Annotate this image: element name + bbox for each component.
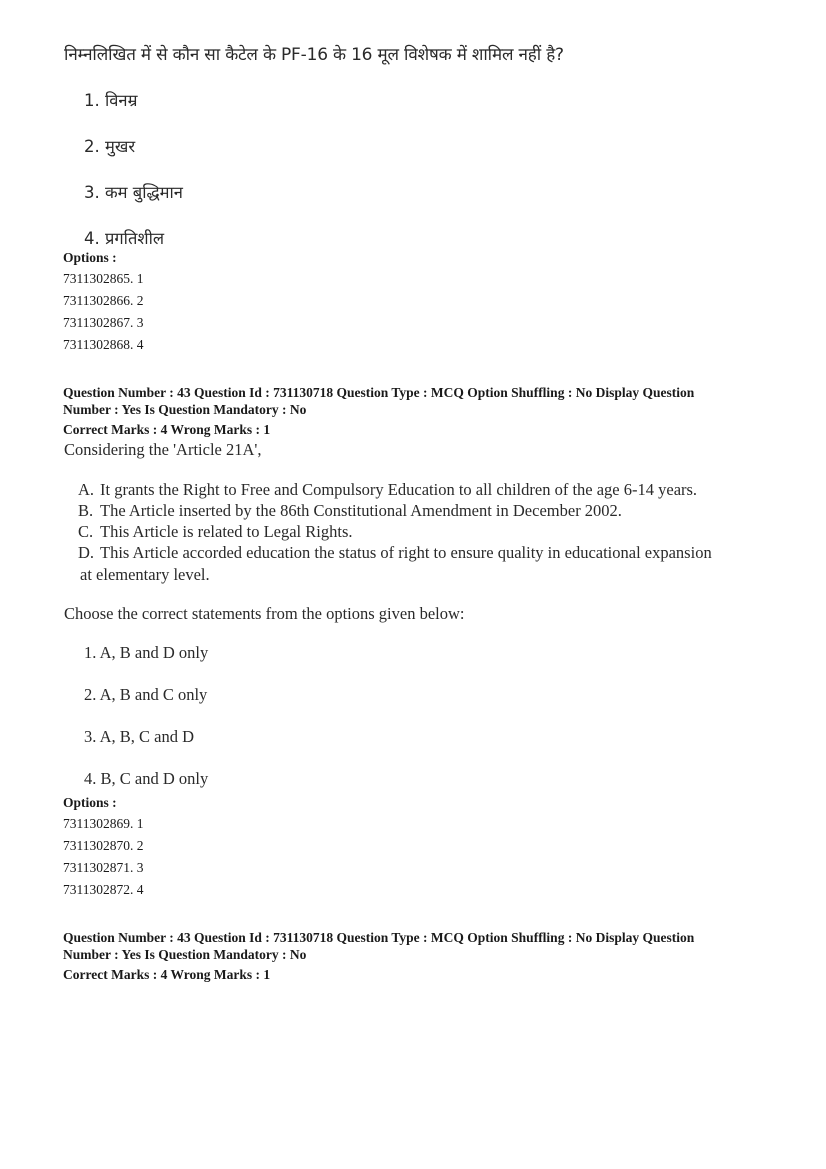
question-marks: Correct Marks : 4 Wrong Marks : 1 (63, 967, 271, 982)
statement-text: This Article is related to Legal Rights. (100, 522, 353, 541)
choice-2: 2. मुखर (84, 137, 136, 156)
statement-text: It grants the Right to Free and Compulsory Education to all children of the age 6-14 years. (100, 480, 698, 499)
question-meta-line-2: Number : Yes Is Question Mandatory : No (63, 947, 307, 962)
statement-letter: C. (78, 522, 94, 541)
statement-text: The Article inserted by the 86th Constitutional Amendment in December 2002. (100, 501, 622, 520)
option-id: 7311302865. 1 (63, 271, 144, 286)
statement-letter: A. (78, 480, 95, 499)
question-meta (63, 384, 783, 418)
option-id: 7311302868. 4 (63, 337, 144, 352)
question-meta-line-2: Number : Yes Is Question Mandatory : No (63, 402, 307, 417)
question-meta-line-1: Question Number : 43 Question Id : 731130718 Question Type : MCQ Option Shuffling : No Display Question (63, 930, 695, 945)
question-text-hindi: निम्नलिखित में से कौन सा कैटेल के PF-16 के 16 मूल विशेषक में शामिल नहीं है? (64, 45, 564, 65)
question-meta (63, 929, 783, 963)
option-id: 7311302867. 3 (63, 315, 144, 330)
option-id: 7311302866. 2 (63, 293, 144, 308)
choice-1: 1. A, B and D only (84, 643, 209, 662)
choice-2: 2. A, B and C only (84, 685, 208, 704)
statement-letter: D. (78, 543, 95, 562)
choice-3: 3. A, B, C and D (84, 727, 195, 746)
options-label: Options : (63, 795, 117, 810)
option-id: 7311302872. 4 (63, 882, 144, 897)
option-id: 7311302869. 1 (63, 816, 144, 831)
option-id: 7311302871. 3 (63, 860, 144, 875)
statement-text-continued: at elementary level. (80, 565, 210, 584)
choice-1: 1. विनम्र (84, 91, 138, 110)
statement-letter: B. (78, 501, 94, 520)
statement-text: This Article accorded education the status of right to ensure quality in educational expansion (100, 543, 712, 562)
question-intro: Considering the 'Article 21A', (64, 440, 262, 459)
choice-4: 4. B, C and D only (84, 769, 209, 788)
question-marks: Correct Marks : 4 Wrong Marks : 1 (63, 422, 271, 437)
question-prompt: Choose the correct statements from the options given below: (64, 604, 465, 623)
choice-3: 3. कम बुद्धिमान (84, 183, 183, 202)
option-id: 7311302870. 2 (63, 838, 144, 853)
question-meta-line-1: Question Number : 43 Question Id : 731130718 Question Type : MCQ Option Shuffling : No Display Question (63, 385, 695, 400)
choice-4: 4. प्रगतिशील (84, 229, 165, 248)
options-label: Options : (63, 250, 117, 265)
